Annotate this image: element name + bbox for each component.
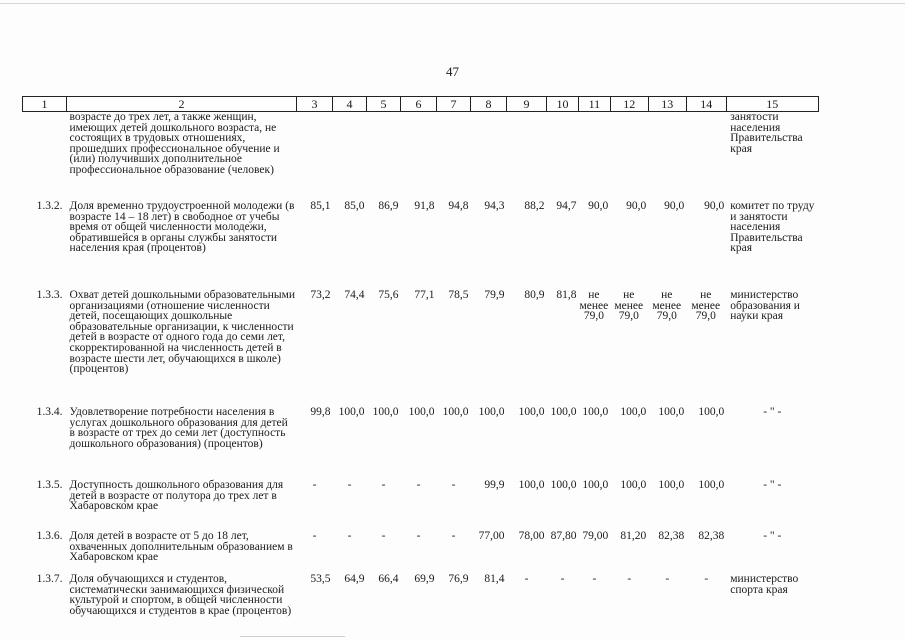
row-value: 100,0 [620, 479, 647, 491]
row-value: 77,00 [478, 530, 505, 542]
row-value: - [416, 530, 421, 542]
row-value: - [347, 530, 352, 542]
table-row [23, 198, 819, 287]
row-value: 66,4 [378, 573, 399, 585]
column-header: 1 [23, 97, 67, 112]
row-value: 94,7 [556, 200, 577, 212]
row-responsible: - " - [763, 406, 782, 418]
column-header: 8 [471, 97, 507, 112]
row-value: 74,4 [344, 289, 365, 301]
column-header: 2 [67, 97, 297, 112]
row-value: 100,0 [550, 479, 577, 491]
table-row [23, 528, 819, 571]
row-value: 100,0 [338, 406, 365, 418]
row-value [471, 112, 507, 199]
header-row [23, 97, 819, 112]
row-value: 94,8 [448, 200, 469, 212]
row-responsible: министерство образования и науки края [730, 289, 800, 323]
row-value [401, 112, 437, 199]
row-value [648, 112, 686, 199]
row-value: 91,8 [414, 200, 435, 212]
row-value: 82,38 [698, 530, 725, 542]
row-value: - [704, 573, 709, 585]
column-header: 4 [333, 97, 367, 112]
row-value: 100,0 [698, 406, 725, 418]
row-value: 53,5 [310, 573, 331, 585]
row-value: 94,3 [484, 200, 505, 212]
row-value: 100,0 [658, 406, 685, 418]
table-body [23, 112, 819, 639]
page-number: 47 [446, 64, 459, 79]
row-value: 90,0 [588, 200, 609, 212]
row-value [610, 112, 648, 199]
row-value: 85,0 [344, 200, 365, 212]
row-description: Охват детей дошкольными образовательными организациями (отношение численности детей, посещающих дошкольные образовательные организации, к численности детей в возрасте от одного года до семи лет, скорректированной на численность детей в возрасте шести лет, обучающихся в школе) (процентов) [69, 289, 296, 376]
row-value: 100,0 [372, 406, 399, 418]
row-value: 80,9 [524, 289, 545, 301]
column-header: 11 [579, 97, 611, 112]
row-value: не менее 79,0 [579, 289, 609, 323]
row-index: 1.3.4. [36, 406, 63, 418]
table-row [23, 571, 819, 638]
row-value: 76,9 [448, 573, 469, 585]
row-responsible: - " - [763, 479, 782, 491]
row-value: 79,00 [582, 530, 609, 542]
column-header: 10 [547, 97, 579, 112]
row-description: Удовлетворение потребности населения в услугах дошкольного образования для детей в возрасте от трех до семи лет (доступность дошкольного образования) (процентов) [69, 406, 288, 450]
row-value: 100,0 [478, 406, 505, 418]
column-header: 15 [726, 97, 818, 112]
scan-edge-line [0, 3, 905, 4]
row-value: 79,9 [484, 289, 505, 301]
row-value: - [312, 479, 317, 491]
row-value: 100,0 [550, 406, 577, 418]
row-value: 100,0 [442, 406, 469, 418]
row-value: 75,6 [378, 289, 399, 301]
row-value: - [451, 530, 456, 542]
row-value: - [312, 530, 317, 542]
row-value: 73,2 [310, 289, 331, 301]
row-value: - [592, 573, 597, 585]
row-value: 77,1 [414, 289, 435, 301]
row-value: 88,2 [524, 200, 545, 212]
column-header: 5 [367, 97, 401, 112]
table-row [23, 287, 819, 404]
row-value: не менее 79,0 [614, 289, 644, 323]
row-value [437, 112, 471, 199]
row-value: 100,0 [408, 406, 435, 418]
row-value: 100,0 [582, 406, 609, 418]
row-responsible: министерство спорта края [730, 573, 799, 596]
column-header: 7 [437, 97, 471, 112]
row-index [23, 112, 67, 199]
row-value: не менее 79,0 [691, 289, 721, 323]
row-index: 1.3.7. [36, 573, 63, 585]
row-responsible: занятости населения Правительства края [730, 111, 803, 155]
indicators-table [22, 96, 819, 638]
row-value: - [381, 479, 386, 491]
row-value: 82,38 [658, 530, 685, 542]
row-value: 69,9 [414, 573, 435, 585]
row-value [367, 112, 401, 199]
row-value: не менее 79,0 [652, 289, 682, 323]
row-value: 99,9 [484, 479, 505, 491]
row-value: 78,5 [448, 289, 469, 301]
row-value: 100,0 [518, 479, 545, 491]
row-index: 1.3.6. [36, 530, 63, 542]
row-value: 90,0 [626, 200, 647, 212]
row-index: 1.3.3. [36, 289, 63, 301]
row-value: 100,0 [658, 479, 685, 491]
column-header: 9 [507, 97, 547, 112]
column-header: 3 [297, 97, 333, 112]
row-responsible: комитет по труду и занятости населения Правительства края [730, 200, 815, 255]
row-value: 81,8 [556, 289, 577, 301]
table-row [23, 404, 819, 477]
row-index: 1.3.2. [36, 200, 63, 212]
scan-edge-mark [240, 636, 345, 637]
row-description: Доля детей в возрасте от 5 до 18 лет, охваченных дополнительным образованием в Хабаровском крае [69, 530, 293, 564]
row-value: - [665, 573, 670, 585]
row-responsible: - " - [763, 530, 782, 542]
row-index: 1.3.5. [36, 479, 63, 491]
column-header: 6 [401, 97, 437, 112]
row-value: 78,00 [518, 530, 545, 542]
column-header: 13 [648, 97, 686, 112]
row-value [686, 112, 726, 199]
row-value: 81,4 [484, 573, 505, 585]
row-description: возрасте до трех лет, а также женщин, имеющих детей дошкольного возраста, не состоящих в трудовых отношениях, прошедших профессиональное обучение и (или) получивших дополнительное профессиональное образование (человек) [69, 111, 280, 176]
row-value: 100,0 [698, 479, 725, 491]
row-value: 100,0 [620, 406, 647, 418]
row-value: 87,80 [550, 530, 577, 542]
row-value: 86,9 [378, 200, 399, 212]
row-value: 90,0 [704, 200, 725, 212]
row-value: - [381, 530, 386, 542]
row-value: 81,20 [620, 530, 647, 542]
row-value: 99,8 [310, 406, 331, 418]
column-header: 14 [686, 97, 726, 112]
table-row [23, 477, 819, 528]
row-value: - [524, 573, 529, 585]
row-value [547, 112, 579, 199]
row-description: Доля обучающихся и студентов, систематически занимающихся физической культурой и спортом, в общей численности обучающихся и студентов в крае (процентов) [69, 573, 292, 617]
row-value: - [347, 479, 352, 491]
row-value: - [416, 479, 421, 491]
column-header: 12 [610, 97, 648, 112]
row-value: 100,0 [518, 406, 545, 418]
row-value [507, 112, 547, 199]
row-value [579, 112, 611, 199]
row-value: - [560, 573, 565, 585]
row-value: 64,9 [344, 573, 365, 585]
row-value: - [451, 479, 456, 491]
row-description: Доступность дошкольного образования для детей в возрасте от полутора до трех лет в Хабаровском крае [69, 479, 284, 513]
row-value: 85,1 [310, 200, 331, 212]
row-value [297, 112, 333, 199]
row-value [333, 112, 367, 199]
table-row [23, 112, 819, 199]
row-value: - [627, 573, 632, 585]
row-description: Доля временно трудоустроенной молодежи (в возрасте 14 – 18 лет) в свободное от учебы время от общей численности молодежи, обратившейся в органы службы занятости населения края (процентов) [69, 200, 295, 255]
row-value: 100,0 [582, 479, 609, 491]
row-value: 90,0 [664, 200, 685, 212]
